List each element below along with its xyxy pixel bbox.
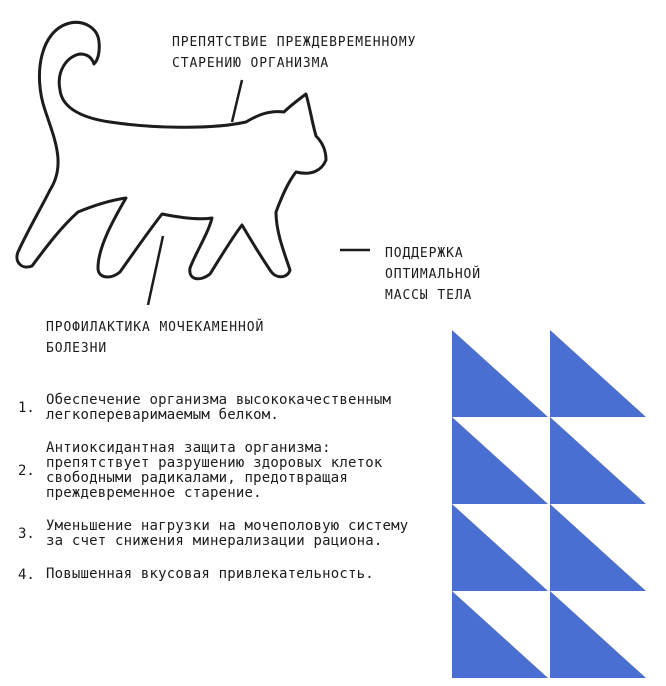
list-item-text: Обеспечение организма высококачественным легкопереваримаемым белком. [46, 392, 392, 423]
list-item [18, 567, 518, 582]
callout-line-bottom [148, 236, 163, 305]
list-item-text: Уменьшение нагрузки на мочеполовую систему за счет снижения минерализации рациона. [46, 518, 409, 549]
list-item-number: 1. [18, 400, 35, 416]
label-weight-support: ПОДДЕРЖКА ОПТИМАЛЬНОЙ МАССЫ ТЕЛА [385, 246, 481, 303]
list-item-number: 3. [18, 526, 35, 542]
triangle-shape [452, 591, 548, 678]
triangle-shape [550, 591, 646, 678]
list-item-number: 2. [18, 463, 35, 479]
list-item-text: Повышенная вкусовая привлекательность. [46, 566, 374, 582]
benefits-list [18, 393, 518, 600]
callout-line-top [232, 80, 242, 122]
list-item-number: 4. [18, 566, 35, 583]
label-urolithiasis-prevention: ПРОФИЛАКТИКА МОЧЕКАМЕННОЙ БОЛЕЗНИ [46, 320, 265, 356]
list-item-text: Антиоксидантная защита организма: препятствует разрушению здоровых клеток свободными радикалами, предотвращая преждевременное старение. [46, 440, 383, 501]
list-item [18, 441, 518, 501]
triangle-shape [550, 417, 646, 504]
triangle-shape [550, 330, 646, 417]
list-item [18, 393, 518, 423]
list-item [18, 519, 518, 549]
label-aging-prevention: ПРЕПЯТСТВИЕ ПРЕЖДЕВРЕМЕННОМУ СТАРЕНИЮ ОРГАНИЗМА [172, 35, 417, 71]
triangle-shape [550, 504, 646, 591]
